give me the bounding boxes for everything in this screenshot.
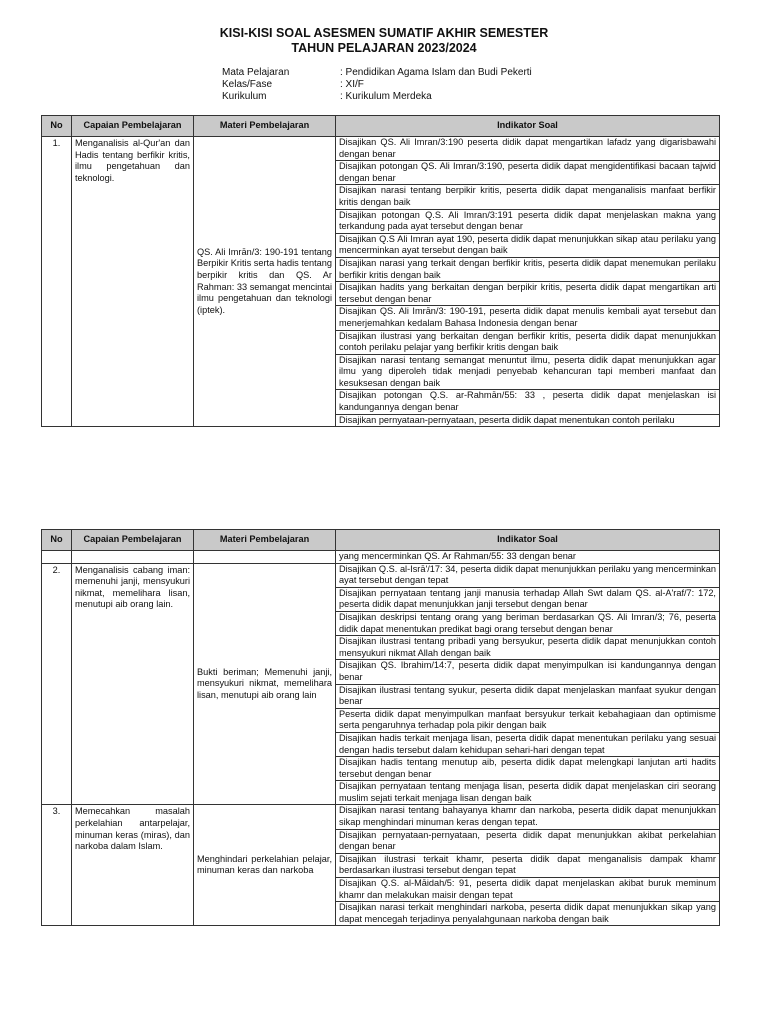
materi-cell: Menghindari perkelahian pelajar, minuman keras dan narkoba [194,805,336,926]
col-header-no: No [42,530,72,551]
table-row-continuation [42,551,720,564]
row-number: 3. [42,805,72,926]
indikator-cell: Disajikan pernyataan tentang janji manusia terhadap Allah Swt dalam QS. al-A'raf/7: 172, peserta didik dapat menunjukkan janji tersebut dengan benar [336,587,720,611]
indikator-cell: Disajikan potongan Q.S. ar-Rahmān/55: 33 , peserta didik dapat menjelaskan isi kandungannya dengan benar [336,390,720,414]
col-header-capaian: Capaian Pembelajaran [72,116,194,137]
indikator-cell: Disajikan pernyataan-pernyataan, peserta didik dapat menentukan contoh perilaku [336,414,720,427]
capaian-cell: Menganalisis al-Qur'an dan Hadis tentang berfikir kritis, ilmu pengetahuan dan teknologi. [72,137,194,427]
indikator-cell: Disajikan hadis terkait menjaga lisan, peserta didik dapat menentukan perilaku yang sesuai dengan hadis tersebut dalam kehidupan sehari-hari dengan tepat [336,732,720,756]
indikator-cell: Disajikan narasi tentang berpikir kritis, peserta didik dapat menganalisis manfaat berfikir kritis dengan baik [336,185,720,209]
indikator-cell: Disajikan Q.S. al-Māidah/5: 91, peserta didik dapat menjelaskan akibat buruk meminum khamr dan melakukan maisir dengan tepat [336,878,720,902]
col-header-no: No [42,116,72,137]
document-title: KISI-KISI SOAL ASESMEN SUMATIF AKHIR SEMESTER [219,26,549,40]
meta-value: : Pendidikan Agama Islam dan Budi Pekerti [340,67,532,78]
indikator-cell: yang mencerminkan QS. Ar Rahman/55: 33 dengan benar [336,551,720,564]
document-subtitle: TAHUN PELAJARAN 2023/2024 [291,41,477,55]
indikator-cell: Disajikan hadits yang berkaitan dengan berpikir kritis, peserta didik dapat mengartikan arti tersebut dengan benar [336,282,720,306]
grid-table-2 [41,529,720,926]
table-row [42,137,720,161]
indikator-cell: Peserta didik dapat menyimpulkan manfaat bersyukur terkait kebahagiaan dan optimisme serta pengaruhnya terhadap pola pikir dengan baik [336,708,720,732]
meta-value: : XI/F [340,79,364,90]
indikator-cell: Disajikan narasi tentang bahayanya khamr dan narkoba, peserta didik dapat menunjukkan sikap menghindari minuman keras dengan tepat. [336,805,720,829]
meta-subject [222,67,532,79]
indikator-cell: Disajikan pernyataan-pernyataan, peserta didik dapat menunjukkan akibat perkelahian dengan benar [336,829,720,853]
indikator-cell: Disajikan pernyataan tentang menjaga lisan, peserta didik dapat menjelaskan ciri seorang muslim sejati terkait menjaga lisan dengan baik [336,781,720,805]
indikator-cell: Disajikan narasi yang terkait dengan berfikir kritis, peserta didik dapat menemukan perilaku berfikir kritis dengan baik [336,257,720,281]
table-row [42,563,720,587]
indikator-cell: Disajikan narasi terkait menghindari narkoba, peserta didik dapat menunjukkan sikap yang dapat mencegah terjadinya penyalahgunaan narkoba dengan baik [336,902,720,926]
indikator-cell: Disajikan QS. Ali Imrān/3: 190-191, peserta didik dapat menulis kembali ayat tersebut dan menerjemahkan kedalam Bahasa Indonesia dengan benar [336,306,720,330]
indikator-cell: Disajikan ilustrasi tentang pribadi yang bersyukur, peserta didik dapat menunjukkan contoh mensyukuri nikmat Allah dengan baik [336,636,720,660]
indikator-cell: Disajikan potongan Q.S. Ali Imran/3:191 peserta didik dapat menjelaskan makna yang terkandung pada ayat tersebut dengan benar [336,209,720,233]
indikator-cell: Disajikan ilustrasi terkait khamr, peserta didik dapat menganalisis dampak khamr berdasarkan ilustrasi tersebut dengan tepat [336,853,720,877]
col-header-indikator: Indikator Soal [336,116,720,137]
col-header-materi: Materi Pembelajaran [194,530,336,551]
empty-cell [194,551,336,564]
meta-curriculum [222,91,532,103]
capaian-cell: Memecahkan masalah perkelahian antarpelajar, minuman keras (miras), dan narkoba dalam Islam. [72,805,194,926]
table-header-row [42,530,720,551]
empty-cell [42,551,72,564]
meta-value: : Kurikulum Merdeka [340,91,432,102]
indikator-cell: Disajikan Q.S. al-Isrā'/17: 34, peserta didik dapat menunjukkan perilaku yang mencerminkan ayat tersebut dengan tepat [336,563,720,587]
empty-cell [72,551,194,564]
meta-label: Kelas/Fase [222,79,273,90]
meta-label: Kurikulum [222,91,267,102]
indikator-cell: Disajikan deskripsi tentang orang yang beriman berdasarkan QS. Ali Imran/3; 76, peserta didik dapat menentukan predikat bagi orang tersebut dengan benar [336,611,720,635]
col-header-materi: Materi Pembelajaran [194,116,336,137]
meta-info [222,67,532,103]
indikator-cell: Disajikan ilustrasi yang berkaitan dengan berfikir kritis, peserta didik dapat menunjukkan contoh perilaku pelajar yang berfikir kritis dengan baik [336,330,720,354]
indikator-cell: Disajikan QS. Ali Imran/3:190 peserta didik dapat mengartikan lafadz yang digarisbawahi dengan benar [336,137,720,161]
indikator-cell: Disajikan QS. Ibrahim/14:7, peserta didik dapat menyimpulkan isi kandungannya dengan benar [336,660,720,684]
table-row [42,805,720,829]
meta-class [222,79,532,91]
col-header-indikator: Indikator Soal [336,530,720,551]
capaian-cell: Menganalisis cabang iman: memenuhi janji, mensyukuri nikmat, memelihara lisan, menutupi aib orang lain. [72,563,194,805]
table-header-row [42,116,720,137]
row-number: 1. [42,137,72,427]
materi-cell: Bukti beriman; Memenuhi janji, mensyukuri nikmat, memelihara lisan, menutupi aib orang lain [194,563,336,805]
materi-cell: QS. Ali Imrān/3: 190-191 tentang Berpikir Kritis serta hadis tentang berpikir kritis dan QS. Ar Rahman: 33 semangat mencintai ilmu pengetahuan dan teknologi (iptek). [194,137,336,427]
col-header-capaian: Capaian Pembelajaran [72,530,194,551]
row-number: 2. [42,563,72,805]
indikator-cell: Disajikan potongan QS. Ali Imran/3:190, peserta didik dapat mengidentifikasi bacaan tajwid dengan benar [336,161,720,185]
indikator-cell: Disajikan narasi tentang semangat menuntut ilmu, peserta didik dapat menunjukkan agar ilmu yang diperoleh tidak menjadi penyebab kehancuran tapi memberi manfaat dan kesuksesan dengan baik [336,354,720,390]
indikator-cell: Disajikan ilustrasi tentang syukur, peserta didik dapat menjelaskan manfaat syukur dengan benar [336,684,720,708]
meta-label: Mata Pelajaran [222,67,290,78]
grid-table-1 [41,115,720,427]
indikator-cell: Disajikan hadis tentang menutup aib, peserta didik dapat melengkapi lanjutan arti hadits tersebut dengan benar [336,757,720,781]
indikator-cell: Disajikan Q.S Ali Imran ayat 190, peserta didik dapat menunjukkan sikap atau perilaku yang mencerminkan ayat tersebut dengan baik [336,233,720,257]
